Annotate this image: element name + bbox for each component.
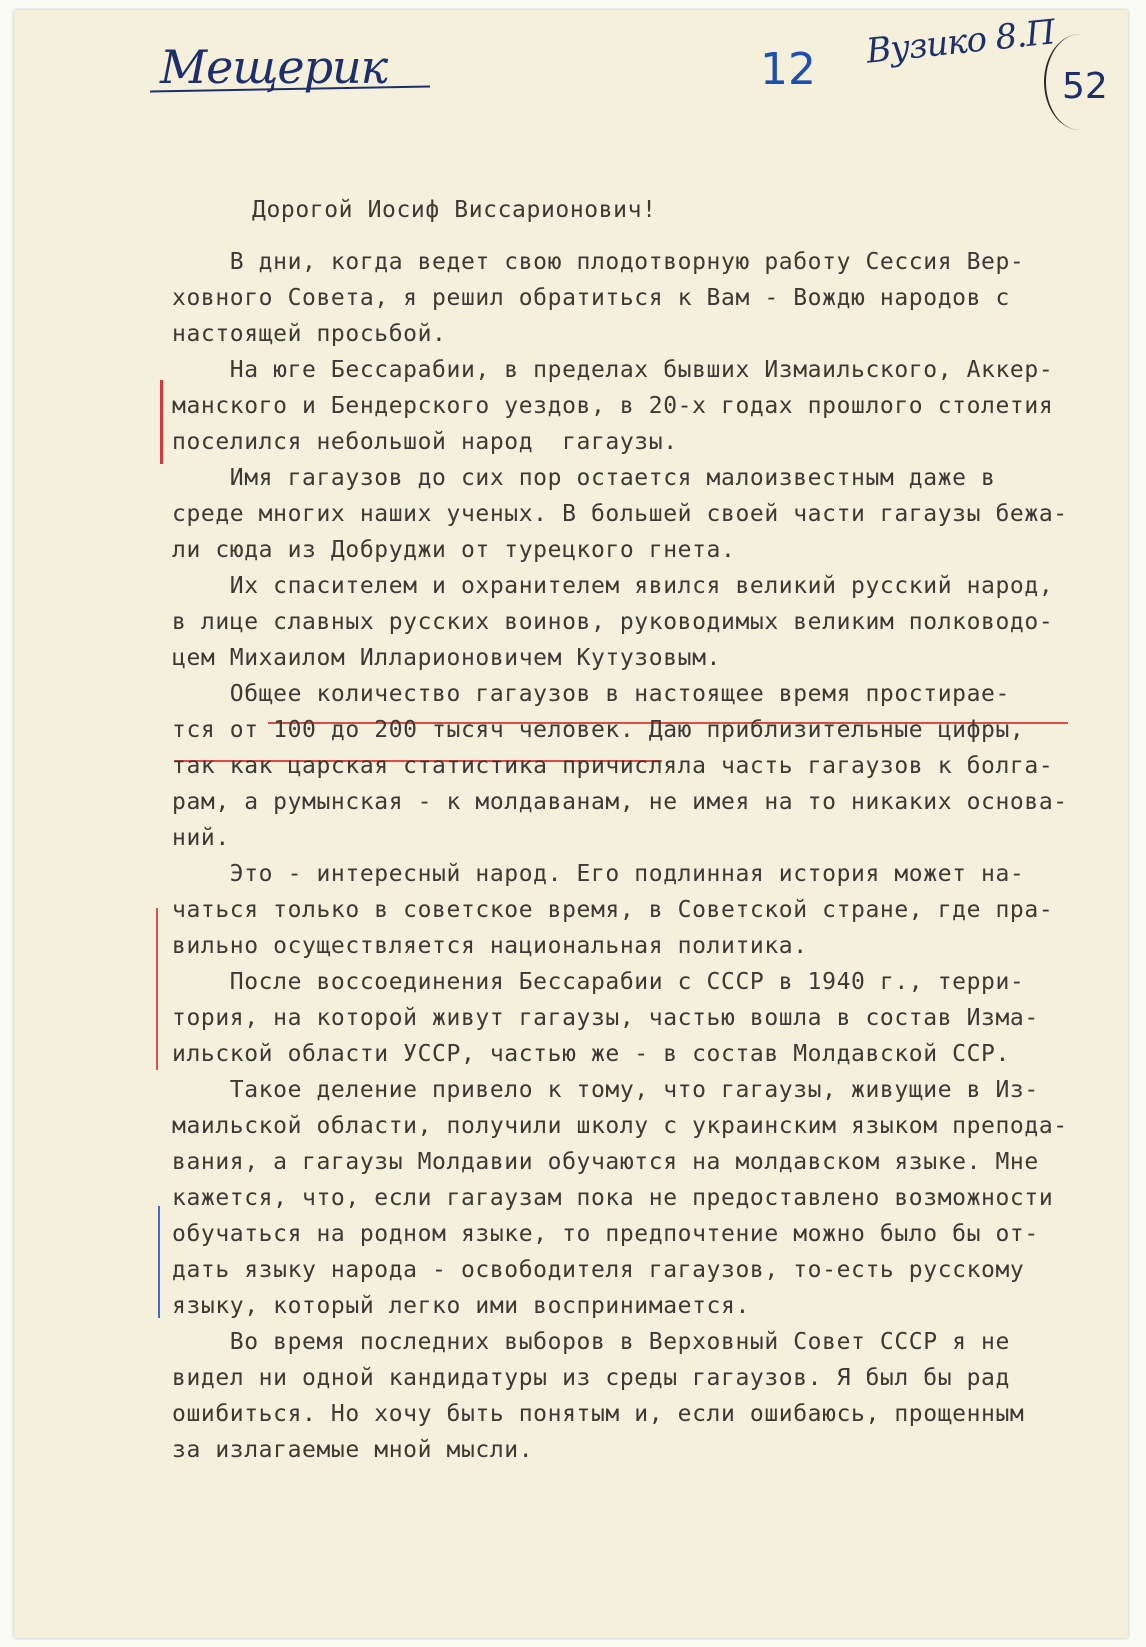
text-line: чаться только в советское время, в Советской стране, где пра- xyxy=(172,897,1054,923)
text-line: поселился небольшой народ гагаузы. xyxy=(172,429,678,455)
folio-number: 52 xyxy=(1062,66,1108,107)
text-line: Имя гагаузов до сих пор остается малоизвестным даже в xyxy=(172,465,996,491)
text-line: вания, а гагаузы Молдавии обучаются на молдавском языке. Мне xyxy=(172,1149,1039,1175)
text-line: После воссоединения Бессарабии с СССР в 1940 г., терри- xyxy=(172,969,1025,995)
text-line: вильно осуществляется национальная политика. xyxy=(172,933,808,959)
text-line: настоящей просьбой. xyxy=(172,321,447,347)
text-line: среде многих наших ученых. В большей своей части гагаузы бежа- xyxy=(172,501,1068,527)
text-line: В дни, когда ведет свою плодотворную работу Сессия Вер- xyxy=(172,249,1025,275)
text-line: за излагаемые мной мысли. xyxy=(172,1437,534,1463)
text-line: ний. xyxy=(172,825,230,851)
text-line: рам, а румынская - к молдаванам, не имея на то никаких основа- xyxy=(172,789,1068,815)
text-line: ильской области УССР, частью же - в состав Молдавской ССР. xyxy=(172,1041,1010,1067)
handwritten-corner-note: Вузико 8.П xyxy=(864,12,1057,72)
handwritten-signature: Мещерик xyxy=(160,40,388,94)
text-line: так как царская статистика причисляла часть гагаузов к болга- xyxy=(172,753,1054,779)
text-line: Во время последних выборов в Верховный Совет СССР я не xyxy=(172,1329,1010,1355)
text-line: Такое деление привело к тому, что гагаузы, живущие в Из- xyxy=(172,1077,1039,1103)
typed-letter xyxy=(172,192,1132,1468)
text-line: в лице славных русских воинов, руководимых великим полководо- xyxy=(172,609,1054,635)
text-line: тория, на которой живут гагаузы, частью вошла в состав Изма- xyxy=(172,1005,1039,1031)
text-line: дать языку народа - освободителя гагаузов, то-есть русскому xyxy=(172,1257,1025,1283)
red-margin-mark xyxy=(160,380,163,464)
text-line: языку, который легко ими воспринимается. xyxy=(172,1293,750,1319)
text-line: На юге Бессарабии, в пределах бывших Измаильского, Аккер- xyxy=(172,357,1054,383)
text-line: манского и Бендерского уездов, в 20-х годах прошлого столетия xyxy=(172,393,1054,419)
text-line: кажется, что, если гагаузам пока не предоставлено возможности xyxy=(172,1185,1054,1211)
text-line: ошибиться. Но хочу быть понятым и, если ошибаюсь, прощенным xyxy=(172,1401,1025,1427)
salutation: Дорогой Иосиф Виссарионович! xyxy=(252,197,657,223)
blue-margin-mark xyxy=(158,1206,160,1318)
text-line: Их спасителем и охранителем явился великий русский народ, xyxy=(172,573,1054,599)
text-line: обучаться на родном языке, то предпочтение можно было бы от- xyxy=(172,1221,1039,1247)
text-line: ховного Совета, я решил обратиться к Вам - Вождю народов с xyxy=(172,285,1010,311)
handwritten-page-number: 12 xyxy=(760,44,816,95)
text-line: Это - интересный народ. Его подлинная история может на- xyxy=(172,861,1025,887)
text-line: маильской области, получили школу с украинским языком препода- xyxy=(172,1113,1068,1139)
text-line: ли сюда из Добруджи от турецкого гнета. xyxy=(172,537,736,563)
text-line: видел ни одной кандидатуры из среды гагаузов. Я был бы рад xyxy=(172,1365,1010,1391)
red-margin-mark xyxy=(156,908,158,1070)
text-line: цем Михаилом Илларионовичем Кутузовым. xyxy=(172,645,721,671)
text-line: Общее количество гагаузов в настоящее время простирае- xyxy=(172,681,1010,707)
text-line: тся от 100 до 200 тысяч человек. Даю приблизительные цифры, xyxy=(172,717,1025,743)
